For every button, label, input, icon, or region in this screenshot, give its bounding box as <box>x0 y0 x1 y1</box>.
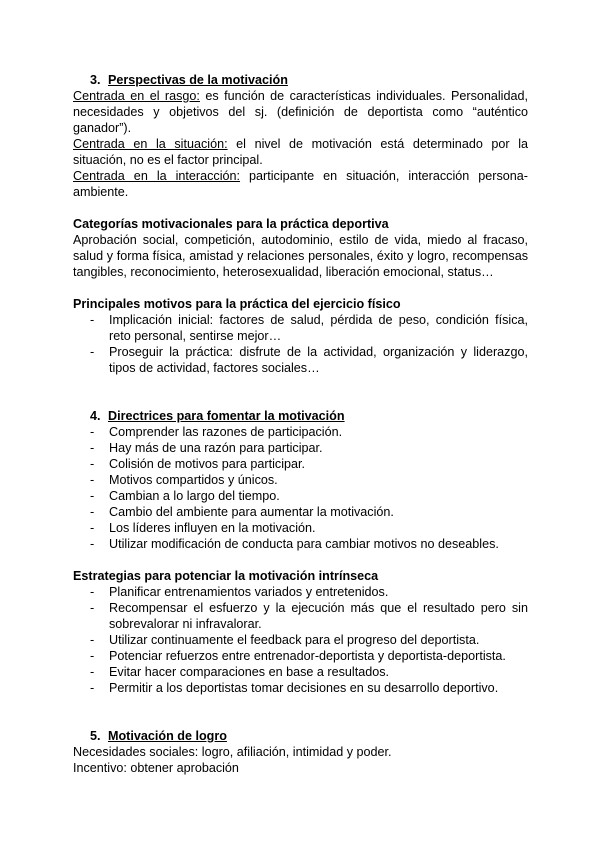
section-4-heading <box>73 408 528 424</box>
list-item-text: Recompensar el esfuerzo y la ejecución más que el resultado pero sin sobrevalorar ni infravalorar. <box>109 601 528 631</box>
dash-bullet: - <box>90 665 95 679</box>
dash-bullet: - <box>90 473 95 487</box>
dash-bullet: - <box>90 681 95 695</box>
dash-bullet: - <box>90 457 95 471</box>
perspective-situation <box>73 136 528 168</box>
perspective-trait-text: es función de características individuales. Personalidad, necesidades y objetivos del sj. (definición de deportista como “auténtico ganador”). <box>73 89 528 135</box>
section-3-title: Perspectivas de la motivación <box>108 73 288 87</box>
list-item <box>73 440 528 456</box>
list-item-text: Cambio del ambiente para aumentar la motivación. <box>109 505 394 519</box>
perspective-interaction-text: participante en situación, interacción persona-ambiente. <box>73 169 528 199</box>
list-item-text: Permitir a los deportistas tomar decisiones en su desarrollo deportivo. <box>109 681 499 695</box>
estrategias-heading: Estrategias para potenciar la motivación intrínseca <box>73 569 379 583</box>
perspective-interaction-label: Centrada en la interacción: <box>73 169 241 183</box>
dash-bullet: - <box>90 441 95 455</box>
principales-heading: Principales motivos para la práctica del ejercicio físico <box>73 297 401 311</box>
logro-line-2: Incentivo: obtener aprobación <box>73 761 239 775</box>
list-item <box>73 632 528 648</box>
list-item <box>73 648 528 664</box>
dash-bullet: - <box>90 345 95 359</box>
section-5-heading <box>73 728 528 744</box>
section-4-title: Directrices para fomentar la motivación <box>108 409 345 423</box>
directrices-list <box>73 424 528 552</box>
perspective-trait-label: Centrada en el rasgo: <box>73 89 200 103</box>
list-item-text: Proseguir la práctica: disfrute de la actividad, organización y liderazgo, tipos de actividad, factores sociales… <box>109 345 528 375</box>
perspective-interaction <box>73 168 528 200</box>
list-item <box>73 600 528 632</box>
list-item <box>73 456 528 472</box>
dash-bullet: - <box>90 425 95 439</box>
dash-bullet: - <box>90 313 95 327</box>
list-item-text: Comprender las razones de participación. <box>109 425 343 439</box>
list-item-text: Evitar hacer comparaciones en base a resultados. <box>109 665 390 679</box>
section-5-title: Motivación de logro <box>108 729 227 743</box>
dash-bullet: - <box>90 489 95 503</box>
categorias-heading: Categorías motivacionales para la práctica deportiva <box>73 217 389 231</box>
principales-list <box>73 312 528 376</box>
section-3-number: 3. <box>90 73 101 87</box>
dash-bullet: - <box>90 505 95 519</box>
list-item-text: Hay más de una razón para participar. <box>109 441 323 455</box>
list-item-text: Potenciar refuerzos entre entrenador-deportista y deportista-deportista. <box>109 649 506 663</box>
list-item <box>73 472 528 488</box>
list-item-text: Utilizar modificación de conducta para cambiar motivos no deseables. <box>109 537 499 551</box>
list-item <box>73 344 528 376</box>
dash-bullet: - <box>90 649 95 663</box>
dash-bullet: - <box>90 601 95 615</box>
list-item <box>73 664 528 680</box>
list-item-text: Implicación inicial: factores de salud, pérdida de peso, condición física, reto personal, sentirse mejor… <box>109 313 528 343</box>
document-page <box>73 72 528 776</box>
list-item-text: Utilizar continuamente el feedback para el progreso del deportista. <box>109 633 480 647</box>
dash-bullet: - <box>90 633 95 647</box>
list-item <box>73 424 528 440</box>
list-item-text: Colisión de motivos para participar. <box>109 457 305 471</box>
perspective-trait <box>73 88 528 136</box>
dash-bullet: - <box>90 585 95 599</box>
list-item <box>73 520 528 536</box>
section-4-number: 4. <box>90 409 101 423</box>
list-item <box>73 312 528 344</box>
list-item-text: Motivos compartidos y únicos. <box>109 473 278 487</box>
list-item <box>73 584 528 600</box>
list-item <box>73 504 528 520</box>
list-item-text: Los líderes influyen en la motivación. <box>109 521 316 535</box>
list-item-text: Planificar entrenamientos variados y entretenidos. <box>109 585 389 599</box>
dash-bullet: - <box>90 537 95 551</box>
categorias-text: Aprobación social, competición, autodominio, estilo de vida, miedo al fracaso, salud y forma física, amistad y relaciones personales, éxito y logro, recompensas tangibles, reconocimiento, heterosexualidad, liberación emocional, status… <box>73 233 528 279</box>
section-5-number: 5. <box>90 729 101 743</box>
list-item <box>73 680 528 696</box>
list-item <box>73 536 528 552</box>
dash-bullet: - <box>90 521 95 535</box>
estrategias-list <box>73 584 528 696</box>
list-item <box>73 488 528 504</box>
logro-line-1: Necesidades sociales: logro, afiliación, intimidad y poder. <box>73 745 392 759</box>
list-item-text: Cambian a lo largo del tiempo. <box>109 489 280 503</box>
section-3-heading <box>73 72 528 88</box>
perspective-situation-text: el nivel de motivación está determinado por la situación, no es el factor principal. <box>73 137 529 167</box>
perspective-situation-label: Centrada en la situación: <box>73 137 228 151</box>
